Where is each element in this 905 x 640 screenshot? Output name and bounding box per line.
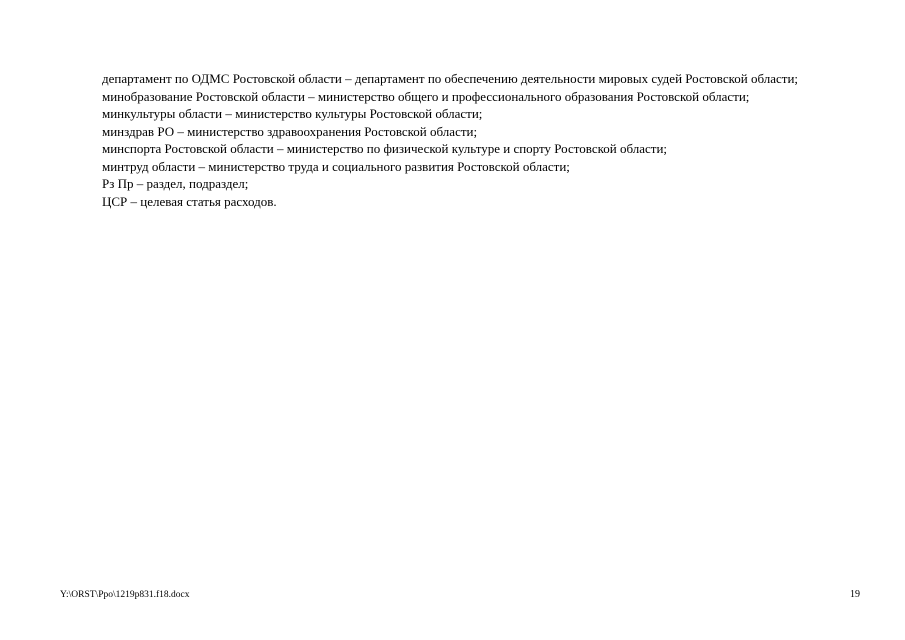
abbreviations-list: [60, 70, 860, 210]
paragraph-mintrud: минтруд области – министерство труда и социального развития Ростовской области;: [102, 158, 570, 174]
footer-file-path: Y:\ORST\Ppo\1219p831.f18.docx: [60, 590, 190, 600]
paragraph-rz-pr: Рз Пр – раздел, подраздел;: [102, 176, 249, 191]
paragraph-odms: департамент по ОДМС Ростовской области – департамент по обеспечению деятельности мировых судей Ростовской области;: [102, 71, 799, 86]
paragraph-minobrazovanie: минобразование Ростовской области – министерство общего и профессионального образования Ростовской области;: [102, 88, 750, 104]
paragraph-minkultury: минкультуры области – министерство культуры Ростовской области;: [102, 106, 483, 121]
paragraph-minsporta: минспорта Ростовской области – министерство по физической культуре и спорту Ростовской области;: [102, 141, 668, 156]
paragraph-minzdrav: минздрав РО – министерство здравоохранения Ростовской области;: [102, 123, 478, 139]
paragraph-csr: ЦСР – целевая статья расходов.: [102, 193, 277, 209]
footer-page-number: 19: [850, 589, 860, 600]
